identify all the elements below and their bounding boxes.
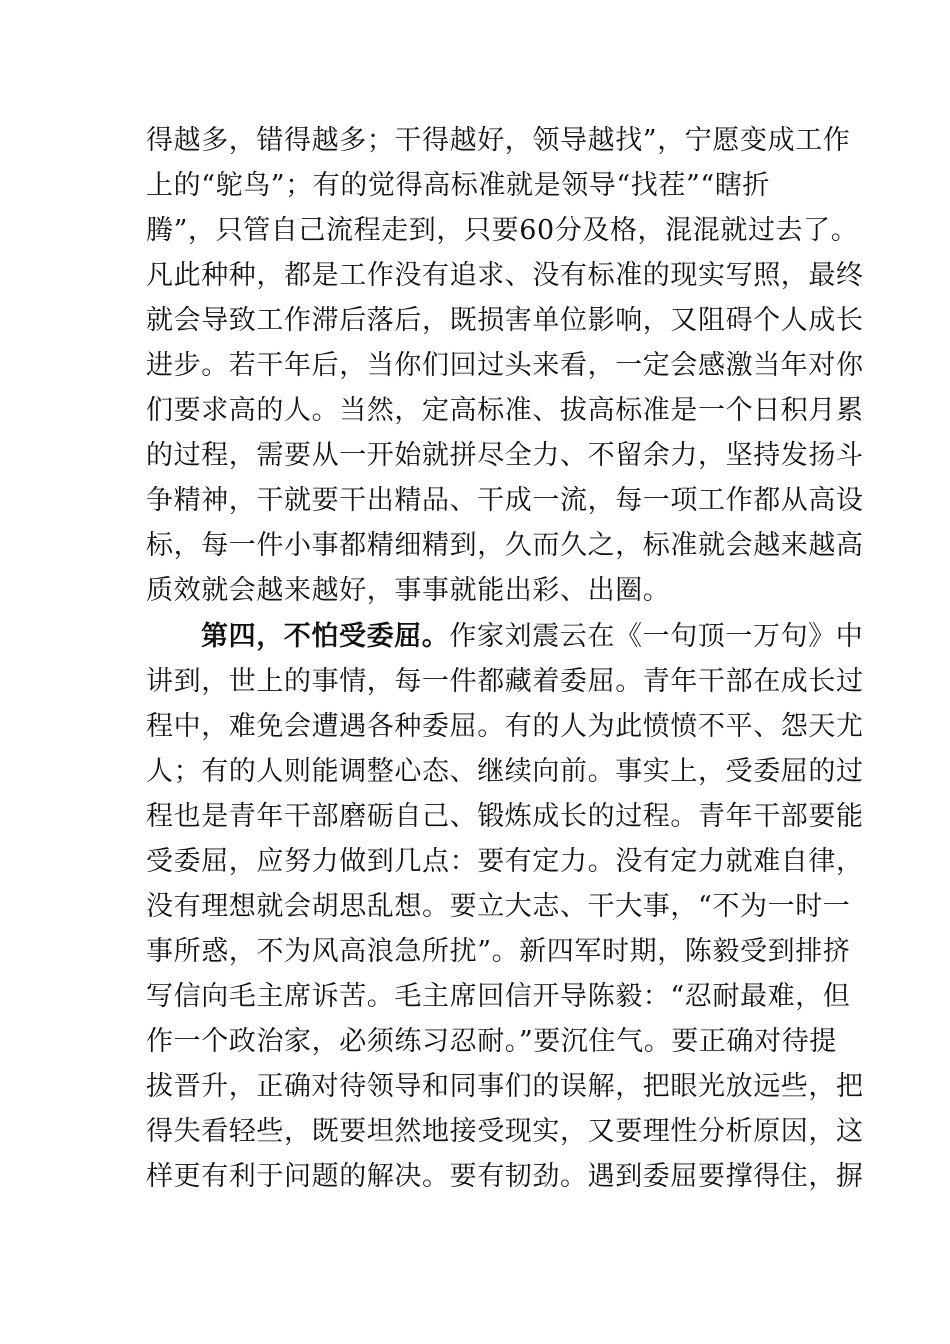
text-line: 们要求高的人。当然，定高标准、拔高标准是一个日积月累 [146,395,864,426]
text-line: 腾”，只管自己流程走到，只要60分及格，混混就过去了。 [146,215,859,246]
text-line: 受委屈，应努力做到几点：要有定力。没有定力就难自律， [146,846,864,877]
text-line: 程中，难免会遭遇各种委屈。有的人为此愤愤不平、怨天尤 [146,711,864,742]
text-line: 讲到，世上的事情，每一件都藏着委屈。青年干部在成长过 [146,666,864,697]
text-line: 标，每一件小事都精细精到，久而久之，标准就会越来越高 [146,530,864,561]
paragraph-first-line [146,614,864,659]
text-line: 争精神，干就要干出精品、干成一流，每一项工作都从高设 [146,485,864,516]
text-line: 就会导致工作滞后落后，既损害单位影响，又阻碍个人成长 [146,305,864,336]
text-line: 进步。若干年后，当你们回过头来看，一定会感激当年对你 [146,350,864,381]
text-line: 得失看轻些，既要坦然地接受现实，又要理性分析原因，这 [146,1116,864,1147]
text-line: 作一个政治家，必须练习忍耐。”要沉住气。要正确对待提 [146,1026,837,1057]
text-line: 程也是青年干部磨砺自己、锻炼成长的过程。青年干部要能 [146,801,864,832]
paragraph-grievance [146,614,864,1199]
text-line: 拔晋升，正确对待领导和同事们的误解，把眼光放远些，把 [146,1071,864,1102]
text-line: 写信向毛主席诉苦。毛主席回信开导陈毅：“忍耐最难，但 [146,981,851,1012]
paragraph-high-standards [146,118,864,613]
text-line: 上的“鸵鸟”；有的觉得高标准就是领导“找茬”“瞎折 [146,170,771,201]
text-line: 的过程，需要从一开始就拼尽全力、不留余力，坚持发扬斗 [146,440,864,471]
text-line: 事所惑，不为风高浪急所扰”。新四军时期，陈毅受到排挤 [146,936,851,967]
body-text [146,118,864,1199]
text-line: 质效就会越来越好，事事就能出彩、出圈。 [146,575,671,606]
text-line: 得越多，错得越多；干得越好，领导越找”，宁愿变成工作 [146,125,851,156]
heading-continuation: 作家刘震云在《一句顶一万句》中 [449,621,864,652]
section-heading: 第四，不怕受委屈。 [201,621,450,652]
text-line: 人；有的人则能调整心态、继续向前。事实上，受委屈的过 [146,756,864,787]
text-line: 凡此种种，都是工作没有追求、没有标准的现实写照，最终 [146,260,864,291]
text-line: 没有理想就会胡思乱想。要立大志、干大事，“不为一时一 [146,891,851,922]
text-line: 样更有利于问题的解决。要有韧劲。遇到委屈要撑得住，摒 [146,1161,864,1192]
